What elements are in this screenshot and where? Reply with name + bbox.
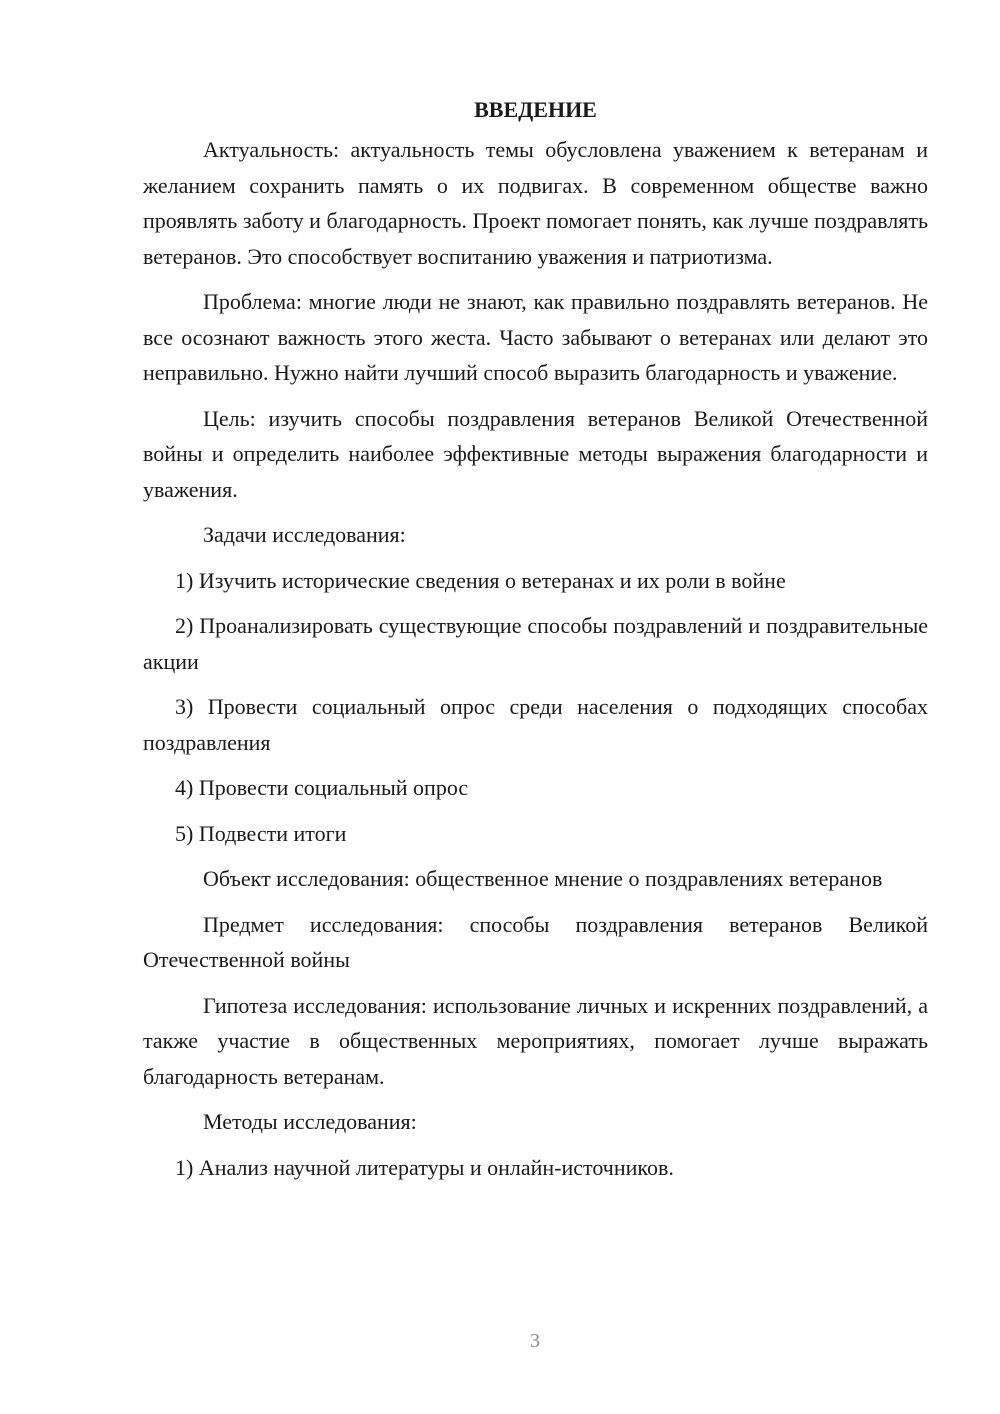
page-number: 3 xyxy=(530,1330,540,1352)
document-page xyxy=(143,92,928,1195)
task-item: 3) Провести социальный опрос среди населения о подходящих способах поздравления xyxy=(143,694,928,755)
task-item: 2) Проанализировать существующие способы поздравлений и поздравительные акции xyxy=(143,613,928,674)
methods-title: Методы исследования: xyxy=(203,1109,417,1134)
goal-paragraph: Цель: изучить способы поздравления ветеранов Великой Отечественной войны и определить наиболее эффективные методы выражения благодарности и уважения. xyxy=(143,405,928,502)
task-item: 5) Подвести итоги xyxy=(175,820,347,846)
relevance-paragraph: Актуальность: актуальность темы обусловлена уважением к ветеранам и желанием сохранить память о их подвигах. В современном обществе важно проявлять заботу и благодарность. Проект помогает понять, как лучше поздравлять ветеранов. Это способствует воспитанию уважения и патриотизма. xyxy=(143,137,928,269)
tasks-title: Задачи исследования: xyxy=(203,522,406,547)
hypothesis-paragraph: Гипотеза исследования: использование личных и искренних поздравлений, а также участие в общественных мероприятиях, помогает лучше выражать благодарность ветеранам. xyxy=(143,992,928,1089)
task-item: 4) Провести социальный опрос xyxy=(175,775,469,800)
task-item: 1) Изучить исторические сведения о ветеранах и их роли в войне xyxy=(175,567,786,593)
method-item: 1) Анализ научной литературы и онлайн-источников. xyxy=(175,1154,674,1180)
section-heading: ВВЕДЕНИЕ xyxy=(474,97,597,122)
problem-paragraph: Проблема: многие люди не знают, как правильно поздравлять ветеранов. Не все осознают важность этого жеста. Часто забывают о ветеранах или делают это неправильно. Нужно найти лучший способ выразить благодарность и уважение. xyxy=(143,289,928,385)
object-paragraph: Объект исследования: общественное мнение о поздравлениях ветеранов xyxy=(203,866,883,891)
subject-paragraph: Предмет исследования: способы поздравления ветеранов Великой Отечественной войны xyxy=(143,911,928,972)
